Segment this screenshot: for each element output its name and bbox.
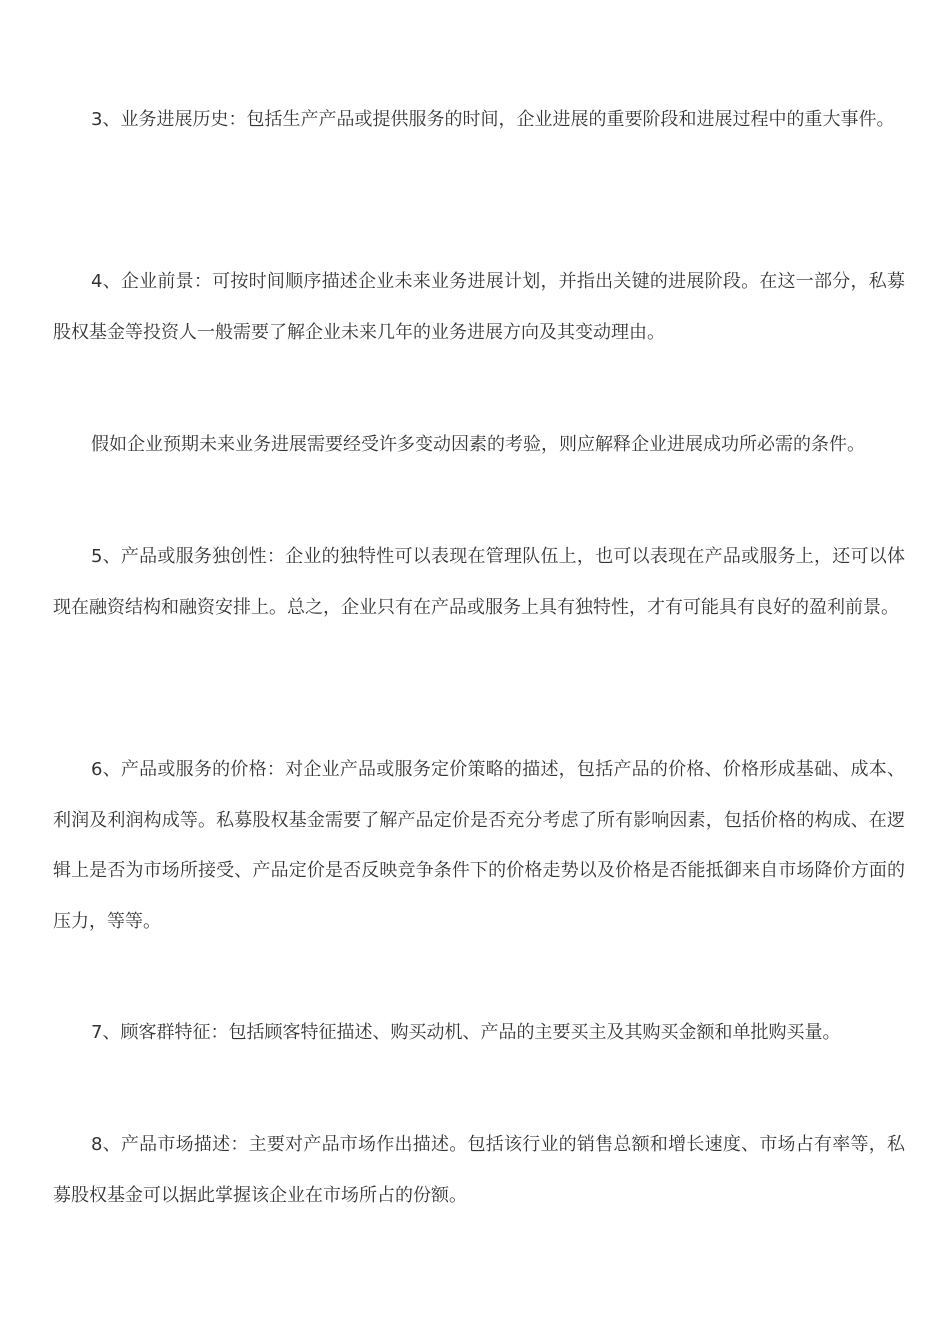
paragraph-business-history: 3、业务进展历史：包括生产产品或提供服务的时间，企业进展的重要阶段和进展过程中的重大事件。 — [91, 109, 895, 130]
paragraph-success-conditions: 假如企业预期未来业务进展需要经受许多变动因素的考验，则应解释企业进展成功所必需的条件。 — [91, 434, 865, 455]
paragraph-product-uniqueness: 5、产品或服务独创性：企业的独特性可以表现在管理队伍上，也可以表现在产品或服务上，还可以体现在融资结构和融资安排上。总之，企业只有在产品或服务上具有独特性，才有可能具有良好的盈利前景。 — [53, 546, 905, 618]
paragraph-product-pricing: 6、产品或服务的价格：对企业产品或服务定价策略的描述，包括产品的价格、价格形成基础、成本、利润及利润构成等。私募股权基金需要了解产品定价是否充分考虑了所有影响因素，包括价格的构成、在逻辑上是否为市场所接受、产品定价是否反映竞争条件下的价格走势以及价格是否能抵御来自市场降价方面的压力，等等。 — [53, 759, 905, 932]
paragraph-company-outlook: 4、企业前景：可按时间顺序描述企业未来业务进展计划，并指出关键的进展阶段。在这一部分，私募股权基金等投资人一般需要了解企业未来几年的业务进展方向及其变动理由。 — [53, 271, 905, 343]
paragraph-customer-profile: 7、顾客群特征：包括顾客特征描述、购买动机、产品的主要买主及其购买金额和单批购买量。 — [91, 1022, 841, 1043]
paragraph-market-description: 8、产品市场描述：主要对产品市场作出描述。包括该行业的销售总额和增长速度、市场占有率等，私募股权基金可以据此掌握该企业在市场所占的份额。 — [53, 1134, 905, 1206]
